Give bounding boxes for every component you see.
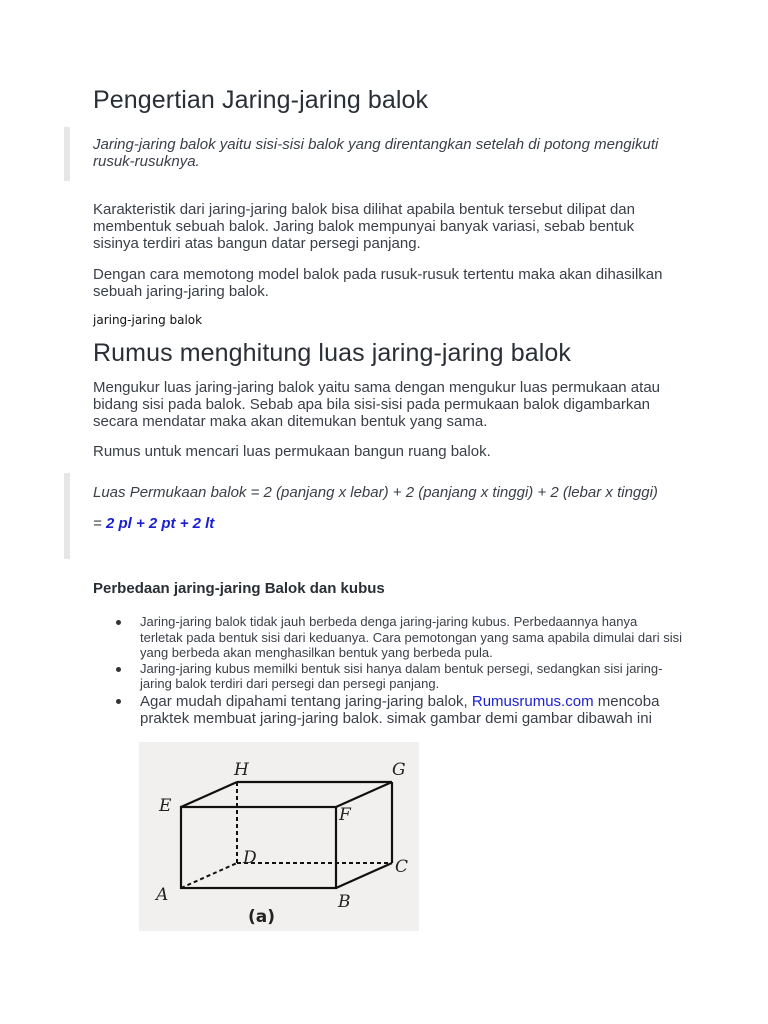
formula-blockquote <box>64 473 693 559</box>
cuboid-diagram <box>139 742 419 931</box>
formula-equals: = <box>93 515 106 532</box>
difference-list <box>112 614 682 727</box>
list-item: Jaring-jaring kubus memilki bentuk sisi hanya dalam bentuk persegi, sedangkan sisi jaring-jaring balok terdiri dari persegi dan persegi panjang. <box>112 661 682 692</box>
section-title-perbedaan: Perbedaan jaring-jaring Balok dan kubus <box>93 580 385 597</box>
vertex-label-H: H <box>234 760 249 780</box>
list-item: Jaring-jaring balok tidak jauh berbeda denga jaring-jaring kubus. Perbedaannya hanya terletak pada bentuk sisi dari keduanya. Cara pemotongan yang sama apabila dimulai dari sisi yang berbeda akan menghasilkan bentuk yang berbeda pula. <box>112 614 682 661</box>
formula-result: 2 pl + 2 pt + 2 lt <box>105 515 215 532</box>
cuboid-front-face <box>181 807 336 888</box>
paragraph-rumus-intro: Rumus untuk mencari luas permukaan bangun ruang balok. <box>93 443 491 460</box>
edge-FG <box>336 782 392 807</box>
paragraph-mengukur: Mengukur luas jaring-jaring balok yaitu sama dengan mengukur luas permukaan atau bidang sisi pada balok. Sebab apa bila sisi-sisi pada permukaan balok digambarkan secara mendatar maka akan ditemukan bentuk yang sama. <box>93 379 660 430</box>
paragraph-memotong: Dengan cara memotong model balok pada rusuk-rusuk tertentu maka akan dihasilkan sebuah jaring-jaring balok. <box>93 266 663 300</box>
cuboid-figure <box>139 742 419 931</box>
vertex-label-B: B <box>338 892 351 912</box>
formula-line-2 <box>93 515 693 532</box>
vertex-label-E: E <box>159 796 172 816</box>
vertex-label-F: F <box>339 805 351 825</box>
definition-quote: Jaring-jaring balok yaitu sisi-sisi balok yang direntangkan setelah di potong mengikuti rusuk-rusuknya. <box>93 136 659 170</box>
list-item-text-end: mencoba praktek membuat jaring-jaring balok. simak gambar demi gambar dibawah ini <box>140 692 660 727</box>
vertex-label-C: C <box>395 857 409 877</box>
vertex-label-G: G <box>392 760 406 780</box>
edge-AD-hidden <box>181 863 237 888</box>
section-title-rumus: Rumus menghitung luas jaring-jaring balok <box>93 339 571 367</box>
figure-caption-a: (a) <box>248 907 276 927</box>
list-item-text: Agar mudah dipahami tentang jaring-jaring balok, <box>140 692 472 710</box>
edge-EH <box>181 782 237 807</box>
list-item <box>112 693 682 727</box>
vertex-label-A: A <box>156 885 169 905</box>
image-caption-jaring: jaring-jaring balok <box>93 313 203 327</box>
paragraph-karakteristik: Karakteristik dari jaring-jaring balok bisa dilihat apabila bentuk tersebut dilipat dan membentuk sebuah balok. Jaring balok mempunyai banyak variasi, sebab bentuk sisinya terdiri atas bangun datar persegi panjang. <box>93 201 635 252</box>
vertex-label-D: D <box>243 848 257 868</box>
definition-blockquote <box>64 127 693 181</box>
rumusrumus-link[interactable]: Rumusrumus.com <box>471 692 594 710</box>
formula-line-1: Luas Permukaan balok = 2 (panjang x lebar) + 2 (panjang x tinggi) + 2 (lebar x tinggi) <box>93 484 658 501</box>
edge-BC <box>336 863 392 888</box>
section-title-pengertian: Pengertian Jaring-jaring balok <box>93 86 429 114</box>
